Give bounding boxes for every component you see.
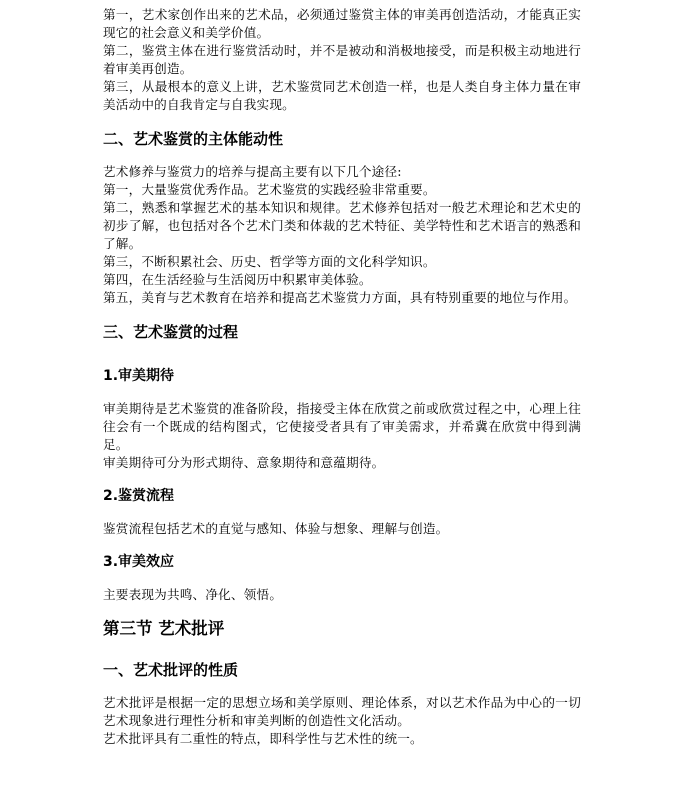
paragraph: 鉴赏流程包括艺术的直觉与感知、体验与想象、理解与创造。 — [103, 521, 449, 536]
paragraph: 第三，从最根本的意义上讲，艺术鉴赏同艺术创造一样，也是人类自身主体力量在审美活动中的自我肯定与自我实现。 — [103, 79, 581, 112]
paragraph: 审美期待是艺术鉴赏的准备阶段，指接受主体在欣赏之前或欣赏过程之中，心理上往往会有一个既成的结构图式，它使接受者具有了审美需求，并希冀在欣赏中得到满足。 — [103, 401, 581, 452]
paragraph: 第一，大量鉴赏优秀作品。艺术鉴赏的实践经验非常重要。 — [103, 182, 436, 197]
paragraph: 审美期待可分为形式期待、意象期待和意蕴期待。 — [103, 455, 385, 470]
paragraph: 第四，在生活经验与生活阅历中积累审美体验。 — [103, 272, 372, 287]
paragraph: 第三，不断积累社会、历史、哲学等方面的文化科学知识。 — [103, 254, 436, 269]
subsection-heading: 3.审美效应 — [103, 554, 175, 570]
paragraph: 第二，熟悉和掌握艺术的基本知识和规律。艺术修养包括对一般艺术理论和艺术史的初步了解，也包括对各个艺术门类和体裁的艺术特征、美学特性和艺术语言的熟悉和了解。 — [103, 200, 581, 251]
section-heading: 二、艺术鉴赏的主体能动性 — [103, 130, 284, 148]
chapter-heading: 第三节 艺术批评 — [103, 619, 225, 638]
paragraph: 主要表现为共鸣、净化、领悟。 — [103, 587, 283, 602]
paragraph: 第一，艺术家创作出来的艺术品，必须通过鉴赏主体的审美再创造活动，才能真正实现它的社会意义和美学价值。 — [103, 7, 581, 40]
section-heading: 一、艺术批评的性质 — [103, 661, 239, 679]
paragraph: 艺术批评是根据一定的思想立场和美学原则、理论体系，对以艺术作品为中心的一切艺术现象进行理性分析和审美判断的创造性文化活动。 — [103, 695, 581, 728]
subsection-heading: 2.鉴赏流程 — [103, 488, 175, 504]
paragraph: 第二，鉴赏主体在进行鉴赏活动时，并不是被动和消极地接受，而是积极主动地进行着审美再创造。 — [103, 43, 581, 76]
document-page — [103, 6, 581, 748]
paragraph: 艺术修养与鉴赏力的培养与提高主要有以下几个途径: — [103, 164, 402, 179]
subsection-heading: 1.审美期待 — [103, 368, 175, 384]
paragraph: 艺术批评具有二重性的特点，即科学性与艺术性的统一。 — [103, 731, 423, 746]
section-heading: 三、艺术鉴赏的过程 — [103, 323, 239, 341]
paragraph: 第五，美育与艺术教育在培养和提高艺术鉴赏力方面，具有特别重要的地位与作用。 — [103, 290, 577, 305]
